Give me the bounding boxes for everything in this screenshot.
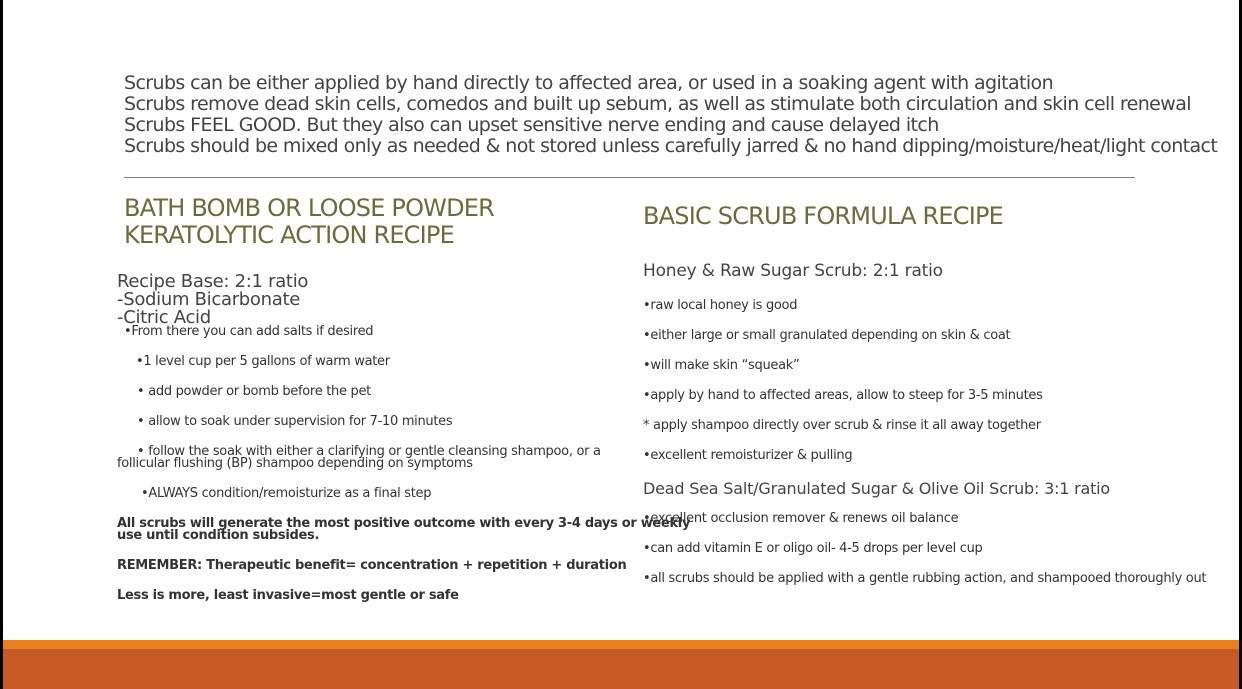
- intro-line: Scrubs remove dead skin cells, comedos and built up sebum, as well as stimulate both circulation and skin cell renewal: [124, 93, 1191, 115]
- slide: [3, 0, 1239, 689]
- right-item: •excellent occlusion remover & renews oil balance: [643, 511, 959, 526]
- right-item: * apply shampoo directly over scrub & rinse it all away together: [643, 418, 1041, 433]
- right-subheading: Dead Sea Salt/Granulated Sugar & Olive Oil Scrub: 3:1 ratio: [643, 479, 1111, 498]
- right-item: •apply by hand to affected areas, allow to steep for 3-5 minutes: [643, 388, 1043, 403]
- right-item: •excellent remoisturizer & pulling: [643, 448, 853, 463]
- bold-note: use until condition subsides.: [117, 528, 320, 543]
- recipe-base: [117, 273, 308, 327]
- right-heading: BASIC SCRUB FORMULA RECIPE: [643, 202, 1004, 230]
- intro-line: Scrubs can be either applied by hand directly to affected area, or used in a soaking agent with agitation: [124, 72, 1054, 94]
- intro-text: [124, 72, 1218, 157]
- left-heading-line: BATH BOMB OR LOOSE POWDER: [124, 194, 495, 222]
- right-item: •can add vitamin E or oligo oil- 4-5 drops per level cup: [643, 541, 983, 556]
- left-item: follicular flushing (BP) shampoo depending on symptoms: [117, 456, 473, 471]
- right-item: •all scrubs should be applied with a gentle rubbing action, and shampooed thoroughly out: [643, 571, 1207, 586]
- footer-band: [3, 649, 1239, 689]
- recipe-base-line: Recipe Base: 2:1 ratio: [117, 271, 309, 292]
- left-item: • follow the soak with either a clarifying or gentle cleansing shampoo, or a: [137, 444, 601, 459]
- left-item: •ALWAYS condition/remoisturize as a final step: [141, 486, 432, 501]
- left-item: •1 level cup per 5 gallons of warm water: [136, 354, 390, 369]
- left-item: •From there you can add salts if desired: [124, 324, 374, 339]
- left-heading: [124, 195, 494, 249]
- recipe-base-line: -Sodium Bicarbonate: [117, 289, 301, 310]
- right-item: •will make skin “squeak”: [643, 358, 800, 373]
- footer-accent: [3, 640, 1239, 649]
- divider: [124, 177, 1135, 178]
- right-item: •either large or small granulated depending on skin & coat: [643, 328, 1011, 343]
- right-item: •raw local honey is good: [643, 298, 798, 313]
- left-item: • allow to soak under supervision for 7-10 minutes: [137, 414, 453, 429]
- recipe-base-line: -Citric Acid: [117, 307, 211, 328]
- bold-note: Less is more, least invasive=most gentle or safe: [117, 588, 459, 603]
- intro-line: Scrubs FEEL GOOD. But they also can upset sensitive nerve ending and cause delayed itch: [124, 114, 939, 136]
- left-heading-line: KERATOLYTIC ACTION RECIPE: [124, 221, 454, 249]
- intro-line: Scrubs should be mixed only as needed & not stored unless carefully jarred & no hand dipping/moisture/heat/light contact: [124, 135, 1218, 157]
- right-subheading: Honey & Raw Sugar Scrub: 2:1 ratio: [643, 261, 943, 281]
- bold-note: All scrubs will generate the most positive outcome with every 3-4 days or weekly: [117, 516, 691, 531]
- bold-note: REMEMBER: Therapeutic benefit= concentration + repetition + duration: [117, 558, 627, 573]
- left-item: • add powder or bomb before the pet: [137, 384, 371, 399]
